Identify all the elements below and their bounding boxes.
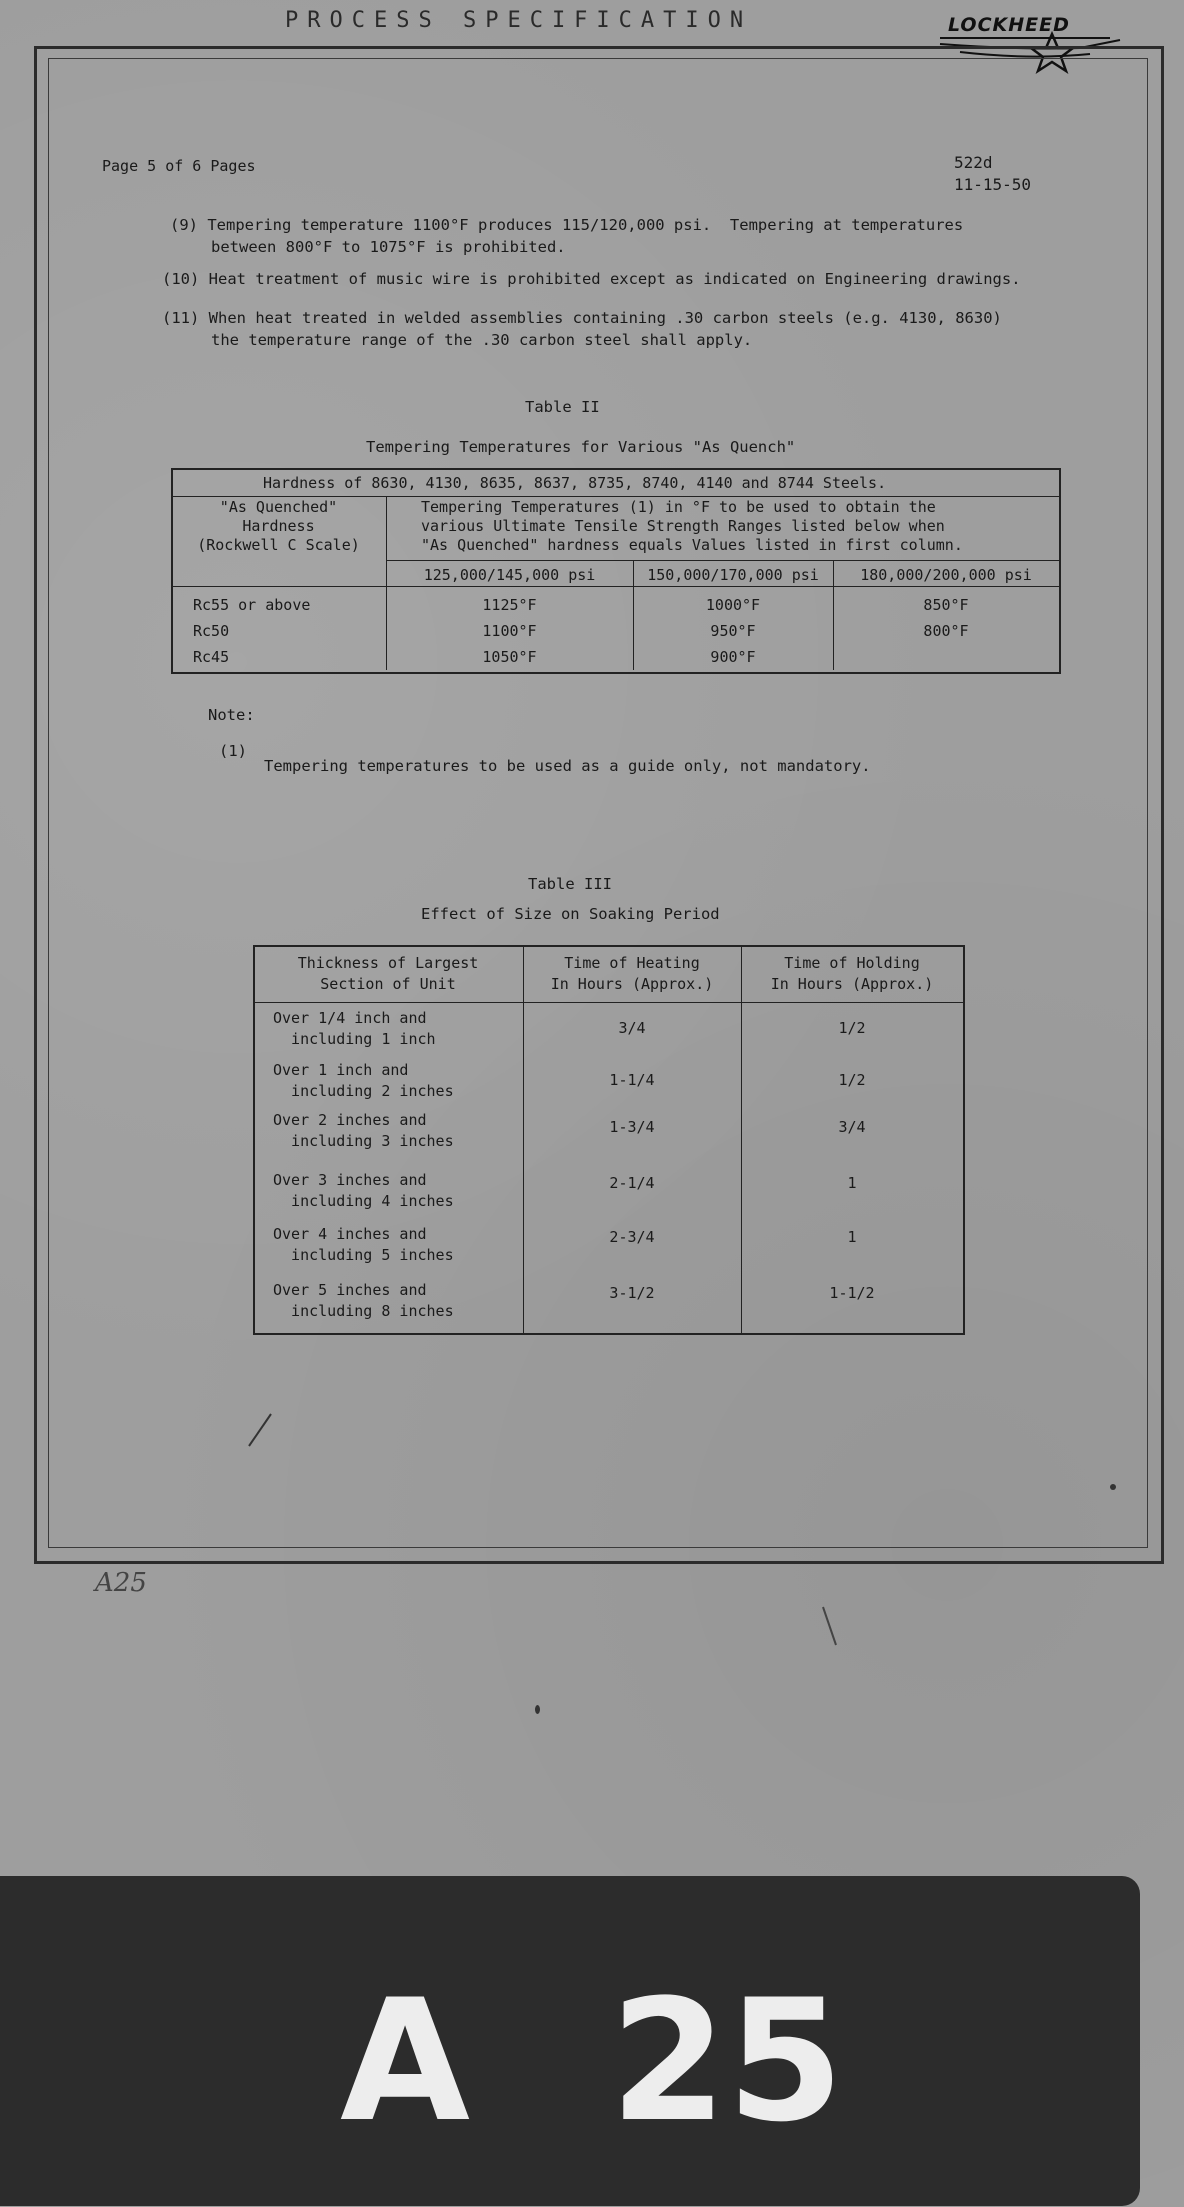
table3-label: Table III (528, 875, 612, 893)
table3-holding: 1/2 (838, 1019, 866, 1037)
note-11-continued: the temperature range of the .30 carbon steel shall apply. (211, 331, 753, 349)
table2-value: 1125°F (482, 596, 537, 614)
table2-caption: Tempering Temperatures for Various "As Quench" (366, 438, 796, 456)
table2-tempering (171, 468, 1061, 674)
table3-holding: 1 (847, 1228, 857, 1246)
note-10 (162, 268, 1021, 290)
table3-thickness: Over 1 inch and including 2 inches (273, 1061, 454, 1100)
table2-value: 800°F (923, 622, 969, 640)
note-number: (9) (170, 216, 198, 234)
table3-thickness: Over 2 inches and including 3 inches (273, 1111, 454, 1150)
note-9-continued: between 800°F to 1075°F is prohibited. (211, 238, 566, 256)
table2-value: 1050°F (482, 648, 537, 666)
note-11 (162, 307, 1002, 329)
document-id (954, 152, 1031, 196)
table2-group-header: Tempering Temperatures (1) in °F to be used to obtain the various Ultimate Tensile Strength Ranges listed below when "As Quenched" hardness equals Values listed in first column. (421, 498, 963, 554)
table3-thickness: Over 3 inches and including 4 inches (273, 1171, 454, 1210)
table3-header-thickness: Thickness of Largest Section of Unit (297, 954, 479, 993)
table3-header-holding: Time of Holding In Hours (Approx.) (770, 954, 934, 993)
table2-value: 850°F (923, 596, 969, 614)
frame-letter: A (340, 1963, 471, 2159)
table2-value: 1000°F (705, 596, 761, 614)
table3-holding: 3/4 (838, 1118, 866, 1136)
speck-mark (535, 1705, 540, 1714)
frame-number: 25 (610, 1963, 844, 2159)
table3-heating: 1-3/4 (609, 1118, 655, 1136)
note-number: (10) (162, 270, 200, 288)
table2-value: 950°F (710, 622, 756, 640)
table3-thickness: Over 5 inches and including 8 inches (273, 1281, 454, 1320)
table2-col-3: 180,000/200,000 psi (860, 566, 1032, 584)
table2-col-2: 150,000/170,000 psi (647, 566, 819, 584)
note-line: Tempering temperature 1100°F produces 115/120,000 psi. Tempering at temperatures (207, 216, 964, 234)
table3-thickness: Over 1/4 inch and including 1 inch (273, 1009, 436, 1048)
handwritten-frame-id: A25 (95, 1568, 147, 1598)
table3-thickness: Over 4 inches and including 5 inches (273, 1225, 454, 1264)
note-9 (170, 214, 963, 236)
note-number: (11) (162, 309, 200, 327)
table2-value: 900°F (710, 648, 756, 666)
table3-heating: 2-3/4 (609, 1228, 655, 1246)
table3-caption: Effect of Size on Soaking Period (421, 905, 720, 923)
document-number: 522d (954, 153, 993, 172)
table2-banner: Hardness of 8630, 4130, 8635, 8637, 8735, 8740, 4140 and 8744 Steels. (263, 474, 887, 492)
table3-heating: 3/4 (618, 1019, 646, 1037)
film-frame-label-bar (0, 1876, 1140, 2206)
document-date: 11-15-50 (954, 175, 1032, 194)
table3-heating: 3-1/2 (609, 1284, 655, 1302)
table3-holding: 1-1/2 (829, 1284, 875, 1302)
pen-mark-icon (245, 1410, 275, 1450)
table2-footnote-number: (1) (219, 742, 247, 760)
table3-soaking (253, 945, 965, 1335)
table3-holding: 1 (847, 1174, 857, 1192)
table3-heating: 2-1/4 (609, 1174, 655, 1192)
table2-col-1: 125,000/145,000 psi (423, 566, 596, 584)
table2-hardness: Rc50 (193, 622, 230, 640)
table2-row-header: "As Quenched" Hardness (Rockwell C Scale) (197, 498, 360, 554)
speck-mark (1110, 1484, 1116, 1490)
table2-value: 1100°F (482, 622, 537, 640)
table3-heating: 1-1/4 (609, 1071, 655, 1089)
table2-hardness: Rc55 or above (193, 596, 311, 614)
page-number: Page 5 of 6 Pages (102, 157, 256, 175)
scratch-mark-icon (820, 1605, 840, 1649)
table2-hardness: Rc45 (193, 648, 230, 666)
document-header-title: PROCESS SPECIFICATION (285, 8, 753, 33)
table3-header-heating: Time of Heating In Hours (Approx.) (550, 954, 714, 993)
table2-note-label: Note: (208, 706, 255, 724)
logo-text: LOCKHEED (948, 14, 1070, 36)
note-line: When heat treated in welded assemblies containing .30 carbon steels (e.g. 4130, 8630) (208, 309, 1002, 327)
table3-holding: 1/2 (838, 1071, 866, 1089)
note-line: Heat treatment of music wire is prohibited except as indicated on Engineering drawings. (208, 270, 1021, 288)
table2-label: Table II (525, 398, 600, 416)
table2-footnote-text: Tempering temperatures to be used as a guide only, not mandatory. (264, 757, 871, 775)
